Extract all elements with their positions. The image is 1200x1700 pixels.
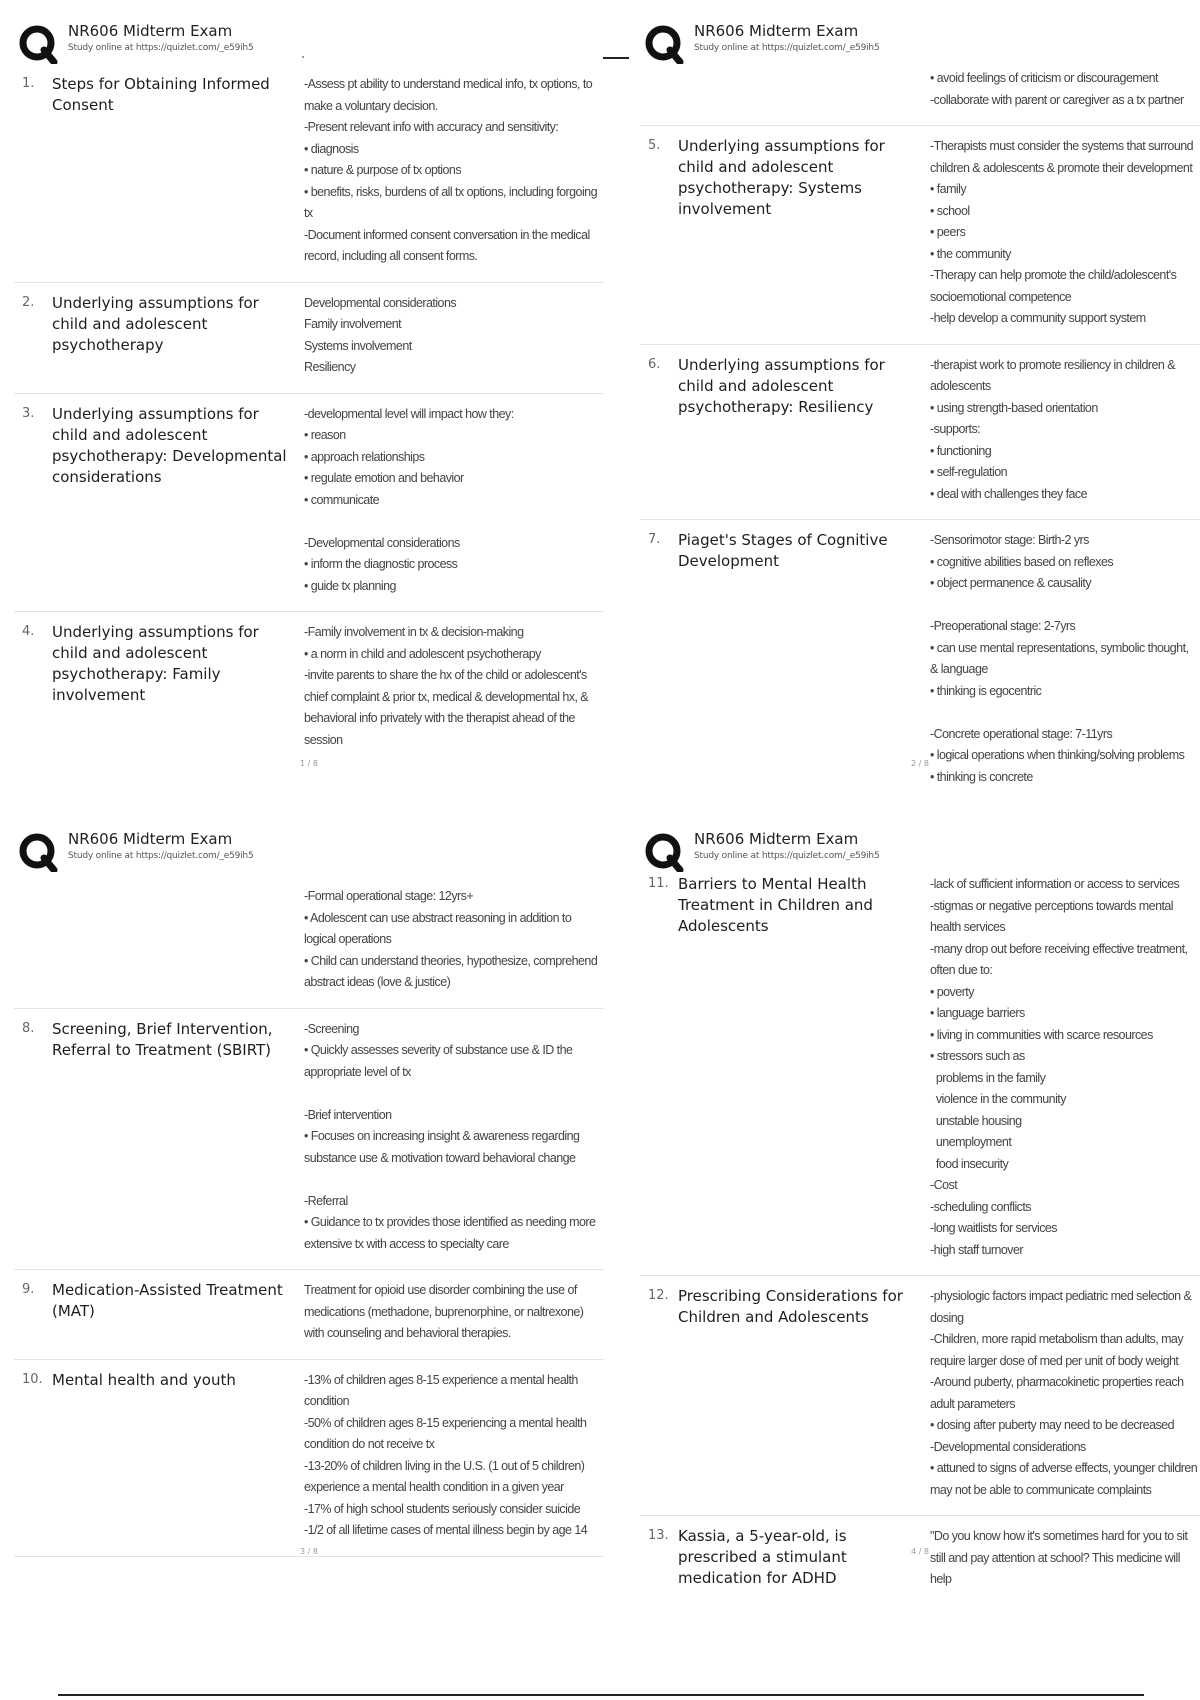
flashcard-continuation: [640, 64, 1200, 126]
page-subtitle: Study online at https://quizlet.com/_e59ih5: [694, 851, 880, 861]
flashcard: [640, 126, 1200, 345]
card-term: Underlying assumptions for child and adolescent psychotherapy: Developmental considerations: [52, 404, 287, 486]
card-number: 10.: [22, 1371, 43, 1387]
card-number: 4.: [22, 624, 35, 639]
card-term: Screening, Brief Intervention, Referral to Treatment (SBIRT): [52, 1019, 273, 1059]
card-definition: -13% of children ages 8-15 experience a mental health condition -50% of children ages 8-15 experiencing a mental health condition do not receive tx -13-20% of children living in the U.S. (1 out of 5 children) experience a mental health condition in a given year -17% of high school students seriously consider suicide -1/2 of all lifetime cases of mental illness begin by age 14: [304, 1372, 588, 1537]
page-subtitle: Study online at https://quizlet.com/_e59ih5: [68, 43, 254, 53]
card-definition: Treatment for opioid use disorder combining the use of medications (methadone, buprenorphine, or naltrexone) with counseling and behavioral therapies.: [304, 1283, 587, 1340]
document-page-4: [640, 826, 1200, 1587]
quizlet-logo-icon: [644, 832, 684, 872]
divider-dot: [302, 56, 304, 58]
card-number: 12.: [648, 1288, 669, 1303]
document-page-1: [14, 18, 604, 778]
card-definition: -Sensorimotor stage: Birth-2 yrs • cognitive abilities based on reflexes • object permanence & causality -Preoperational stage: 2-7yrs • can use mental representations, symbolic thought, & language • thinking is egocentric -Concrete operational stage: 7-11yrs • logical operations when thinking/solving problems • thinking is concrete: [930, 533, 1189, 784]
card-definition: -Assess pt ability to understand medical info, tx options, to make a voluntary decision. -Present relevant info with accuracy and sensitivity: • diagnosis • nature & purpose of tx options • benefits, risks, burdens of all tx options, including forgoing tx -Document informed consent conversation in the medical record, including all consent forms.: [304, 77, 597, 263]
card-term: Underlying assumptions for child and adolescent psychotherapy: Systems involvement: [678, 137, 885, 218]
page-number: 1 / 8: [300, 759, 318, 768]
quizlet-logo-icon: [18, 24, 58, 64]
card-definition: -developmental level will impact how they: • reason • approach relationships • regulate emotion and behavior • communicate -Developmental considerations • inform the diagnostic process • guide tx planning: [304, 406, 514, 593]
document-page-3: [14, 826, 604, 1566]
card-term: Underlying assumptions for child and adolescent psychotherapy: Family involvement: [52, 623, 259, 704]
page-title: NR606 Midterm Exam: [694, 830, 859, 848]
card-term: Medication-Assisted Treatment (MAT): [52, 1281, 283, 1320]
page-number: 4 / 8: [911, 1547, 929, 1556]
flashcard-continuation: [14, 872, 604, 1009]
card-number: 9.: [22, 1282, 35, 1297]
card-number: 3.: [22, 405, 35, 421]
page-header: [14, 826, 604, 872]
card-definition: -Formal operational stage: 12yrs+ • Adolescent can use abstract reasoning in addition to logical operations • Child can understand theories, hypothesize, comprehend abstract ideas (love & justice): [304, 889, 598, 989]
card-definition: -lack of sufficient information or access to services -stigmas or negative perceptions towards mental health services -many drop out before receiving effective treatment, often due to: • poverty • language barriers • living in communities with scarce resources • stressors such as problems in the family violence in the community unstable housing unemployment food insecurity -Cost -scheduling conflicts -long waitlists for services -high staff turnover: [930, 877, 1188, 1257]
page-title: NR606 Midterm Exam: [694, 22, 859, 40]
page-header: [640, 18, 1200, 64]
card-term: Underlying assumptions for child and adolescent psychotherapy: Resiliency: [678, 355, 885, 416]
card-number: 5.: [648, 138, 661, 153]
bottom-rule: [58, 1694, 1144, 1696]
card-number: 6.: [648, 356, 661, 372]
flashcard: [640, 872, 1200, 1276]
card-definition: • avoid feelings of criticism or discouragement -collaborate with parent or caregiver as a tx partner: [930, 71, 1184, 107]
card-definition: "Do you know how it's sometimes hard for you to sit still and pay attention at school? This medicine will help: [930, 1529, 1191, 1586]
card-term: Mental health and youth: [52, 1370, 236, 1389]
card-list: [14, 64, 604, 765]
card-definition: -physiologic factors impact pediatric med selection & dosing -Children, more rapid metabolism than adults, may require larger dose of med per unit of body weight -Around puberty, pharmacokinetic properties reach adult parameters • dosing after puberty may need to be decreased -Developmental considerations • attuned to signs of adverse effects, younger children may not be able to communicate complaints: [930, 1289, 1198, 1497]
flashcard: [14, 1360, 604, 1557]
page-number: 2 / 8: [911, 759, 929, 768]
card-term: Kassia, a 5-year-old, is prescribed a stimulant medication for ADHD: [678, 1527, 847, 1587]
page-header: [640, 826, 1200, 872]
card-term: Barriers to Mental Health Treatment in Children and Adolescents: [678, 875, 873, 935]
card-term: Steps for Obtaining Informed Consent: [52, 75, 270, 114]
card-number: 13.: [648, 1528, 669, 1543]
card-number: 1.: [22, 76, 35, 91]
page-title: NR606 Midterm Exam: [68, 22, 233, 40]
card-number: 11.: [648, 876, 669, 891]
card-number: 8.: [22, 1020, 35, 1036]
flashcard: [14, 283, 604, 394]
card-number: 7.: [648, 532, 661, 547]
flashcard: [14, 1009, 604, 1271]
flashcard: [640, 345, 1200, 521]
flashcard: [14, 394, 604, 613]
page-title: NR606 Midterm Exam: [68, 830, 233, 848]
card-definition: -Therapists must consider the systems that surround children & adolescents & promote their development • family • school • peers • the community -Therapy can help promote the child/adolescent's socioemotional competence -help develop a community support system: [930, 139, 1194, 325]
card-definition: -Screening • Quickly assesses severity of substance use & ID the appropriate level of tx -Brief intervention • Focuses on increasing insight & awareness regarding substance use & motivation toward behavioral change -Referral • Guidance to tx provides those identified as needing more extensive tx with access to specialty care: [304, 1021, 596, 1251]
quizlet-logo-icon: [18, 832, 58, 872]
card-term: Piaget's Stages of Cognitive Development: [678, 531, 888, 570]
page-number: 3 / 8: [300, 1547, 318, 1556]
document-page-2: [640, 18, 1200, 784]
page-subtitle: Study online at https://quizlet.com/_e59ih5: [694, 43, 880, 53]
card-term: Underlying assumptions for child and adolescent psychotherapy: [52, 293, 259, 354]
page-subtitle: Study online at https://quizlet.com/_e59ih5: [68, 851, 254, 861]
quizlet-logo-icon: [644, 24, 684, 64]
card-definition: Developmental considerations Family involvement Systems involvement Resiliency: [304, 295, 457, 374]
flashcard: [640, 1516, 1200, 1605]
card-definition: -therapist work to promote resiliency in children & adolescents • using strength-based orientation -supports: • functioning • self-regulation • deal with challenges they face: [930, 357, 1175, 501]
flashcard: [14, 612, 604, 765]
page-header: [14, 18, 604, 64]
flashcard: [640, 1276, 1200, 1516]
divider-dash: [603, 57, 629, 59]
flashcard: [14, 1270, 604, 1360]
card-definition: -Family involvement in tx & decision-making • a norm in child and adolescent psychotherapy -invite parents to share the hx of the child or adolescent's chief complaint & prior tx, medical & developmental hx, & behavioral info privately with the therapist ahead of the session: [304, 625, 589, 747]
flashcard: [14, 64, 604, 283]
card-number: 2.: [22, 294, 35, 310]
card-term: Prescribing Considerations for Children and Adolescents: [678, 1287, 903, 1326]
